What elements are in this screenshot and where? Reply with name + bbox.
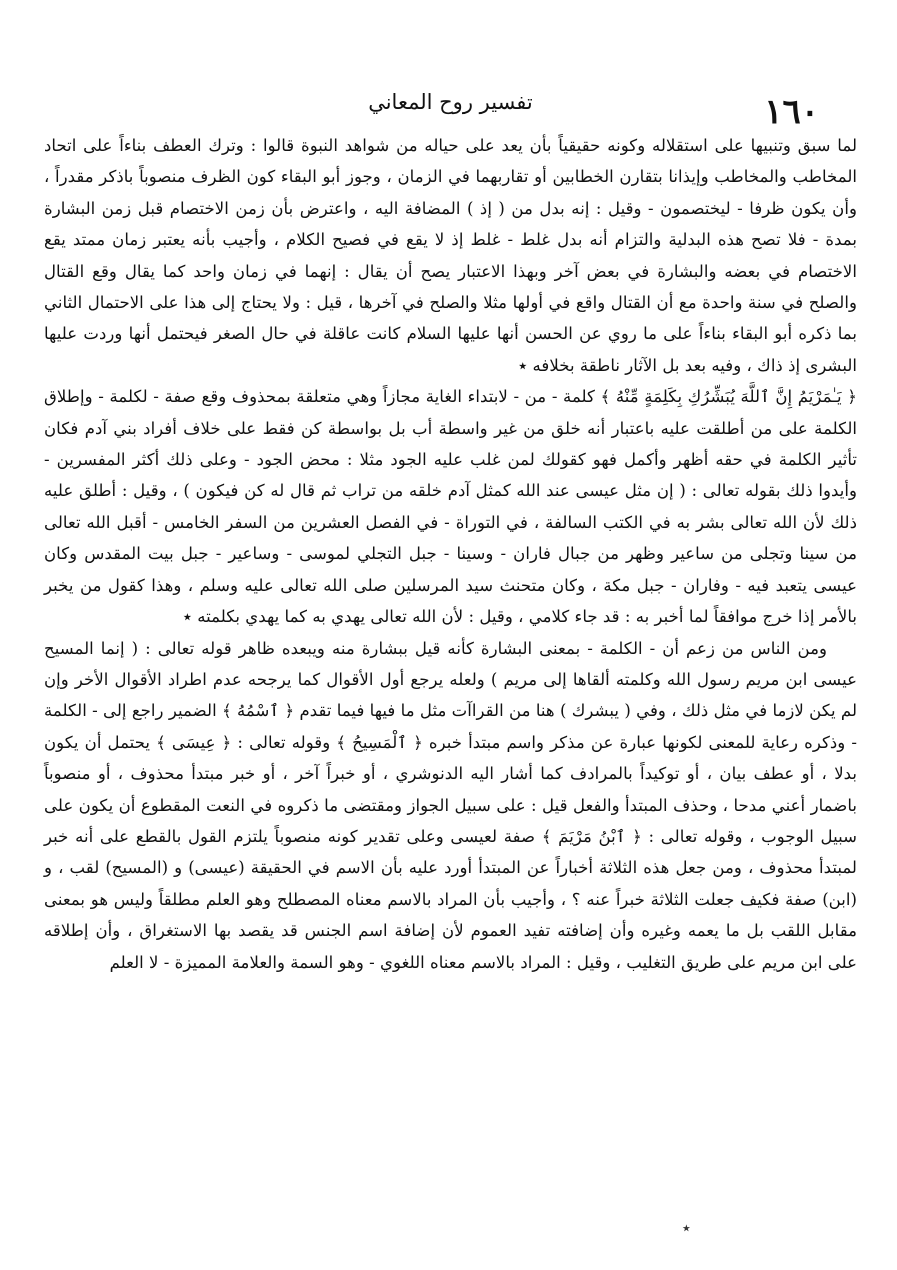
paragraph-2: ﴿ يَـٰمَرْيَمُ إِنَّ ٱللَّهَ يُبَشِّرُكِ بِكَلِمَةٍ مِّنْهُ ﴾ كلمة - من - لابتداء الغاية مجازاً وهي متعلقة بمحذوف وقع صفة - لكلمة - وإطلاق الكلمة على من أطلقت عليه باعتبار أنه خلق من غير واسطة أب بل بواسطة كن فقط على خلاف أفراد بني آدم فكان تأثير الكلمة في حقه أظهر وأكمل فهو كقولك لمن غلب عليه الجود مثلا : محض الجود - وعلى ذلك أكثر المفسرين - وأيدوا ذلك بقوله تعالى : ( إن مثل عيسى عند الله كمثل آدم خلقه من تراب ثم قال له كن فيكون ) ، وقيل : أطلق عليه ذلك لأن الله تعالى بشر به في الكتب السالفة ، في التوراة - في الفصل العشرين من السفر الخامس - أقبل الله تعالى من سينا وتجلى من ساعير وظهر من جبال فاران - وسينا - جبل التجلي لموسى - وساعير - جبل بيت المقدس وكان عيسى يتعبد فيه - وفاران - جبل مكة ، وكان متحنث سيد المرسلين صلى الله تعالى عليه وسلم ، وهذا كقول من يخبر بالأمر إذا خرج موافقاً لما أخبر به : قد جاء كلامي ، وقيل : لأن الله تعالى يهدي به كما يهدي بكلمته ٭ <box>44 387 857 627</box>
footer-mark: ٭ <box>682 1218 691 1237</box>
page-header <box>44 88 857 132</box>
paragraph-1: لما سبق وتنبيها على استقلاله وكونه حقيقياً بأن يعد على حياله من شواهد النبوة قالوا : وترك العطف بناءاً على اتحاد المخاطب والمخاطب وإيذانا بتقارن الخطابين أو تقاربهما في الزمان ، وجوز أبو البقاء كون الظرف منصوباً باذكر مقدراً ، وأن يكون ظرفا - ليختصمون - وقيل : إنه بدل من ( إذ ) المضافة اليه ، واعترض بأن زمن الاختصام قبل زمن البشارة بمدة - فلا تصح هذه البدلية والتزام أنه بدل غلط - غلط إذ لا يقع في فصيح الكلام ، وأجيب بأنه يعتبر زمان ممتد يقع الاختصام في بعضه والبشارة في بعض آخر وبهذا الاعتبار يصح أن يقال : إنهما في زمان واحد كما يقال وقع القتال والصلح في سنة واحدة مع أن القتال واقع في أولها مثلا والصلح في آخرها ، قيل : ولا يحتاج إلى هذا على الاحتمال الثاني بما ذكره أبو البقاء بناءاً على ما روي عن الحسن أنها عليها السلام كانت عاقلة في حال الصغر فيحتمل أنها وردت عليها البشرى إذ ذاك ، وفيه بعد بل الآثار ناطقة بخلافه ٭ <box>44 136 857 375</box>
body-text <box>44 130 857 978</box>
running-title: تفسير روح المعاني <box>368 90 533 114</box>
paragraph-3: ومن الناس من زعم أن - الكلمة - بمعنى البشارة كأنه قيل ببشارة منه ويبعده ظاهر قوله تعالى : ( إنما المسيح عيسى ابن مريم رسول الله وكلمته ألقاها إلى مريم ) ولعله يرجع أول الأقوال كما يرجحه عدم اطراد الأقوال الأخر وإن لم يكن لازما في مثل ذلك ، وفي ( يبشرك ) هنا من القراآت مثل ما فيها فيما تقدم ﴿ ٱسْمُهُ ﴾ الضمير راجع إلى - الكلمة - وذكره رعاية للمعنى لكونها عبارة عن مذكر واسم مبتدأ خبره ﴿ ٱلْمَسِيحُ ﴾ وقوله تعالى : ﴿ عِيسَى ﴾ يحتمل أن يكون بدلا ، أو عطف بيان ، أو توكيداً بالمرادف كما أشار اليه الدنوشري ، أو خبراً آخر ، أو خبر مبتدأ محذوف ، أو منصوباً باضمار أعني مدحا ، وحذف المبتدأ والفعل قيل : على سبيل الجواز ومقتضى ما ذكروه في النعت المقطوع أن يكون على سبيل الوجوب ، وقوله تعالى : ﴿ ٱبْنُ مَرْيَمَ ﴾ صفة لعيسى وعلى تقدير كونه منصوباً يلتزم القول بالقطع على أنه خبر لمبتدأ محذوف ، ومن جعل هذه الثلاثة أخباراً عن المبتدأ أورد عليه بأن الاسم في الحقيقة (عيسى) و (المسيح) لقب ، و (ابن) صفة فكيف جعلت الثلاثة خبراً عنه ؟ ، وأجيب بأن المراد بالاسم معناه المصطلح وهو العلم مطلقاً وليس هو بمعنى مقابل اللقب بل ما يعمه وغيره وأن إضافته تفيد العموم لأن إضافة اسم الجنس قد يقصد بها الاستغراق ، وأن إطلاقه على ابن مريم على طريق التغليب ، وقيل : المراد بالاسم معناه اللغوي - وهو السمة والعلامة المميزة - لا العلم <box>44 638 858 972</box>
page-number: ١٦٠ <box>764 92 819 132</box>
